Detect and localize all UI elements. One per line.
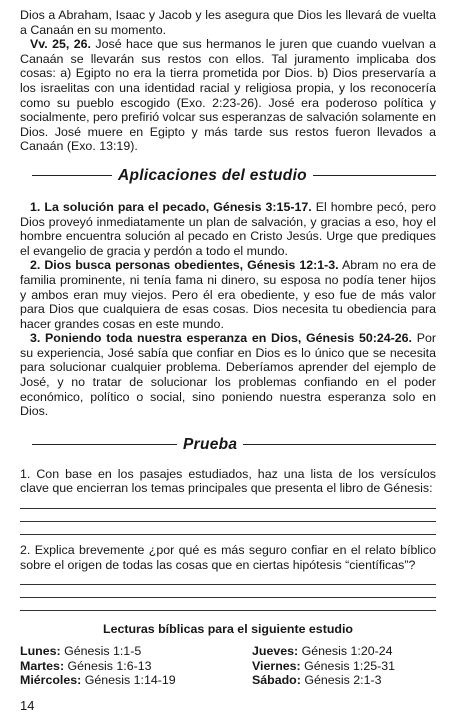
heading-rule-left bbox=[32, 175, 112, 176]
question-1: 1. Con base en los pasajes estudiados, haz una lista de los versículos clave que encierran los temas principales que presenta el libro de Génesis: bbox=[20, 466, 436, 496]
page-content bbox=[20, 8, 436, 713]
reading-item bbox=[252, 644, 436, 659]
reading-ref: Génesis 1:14-19 bbox=[81, 673, 176, 688]
aplicacion-heading: 2. Dios busca personas obedientes, Génesis 12:1-3. bbox=[30, 258, 339, 273]
aplicaciones-title: Aplicaciones del estudio bbox=[118, 166, 307, 184]
prueba-title: Prueba bbox=[183, 435, 238, 453]
aplicacion-item-1 bbox=[20, 200, 436, 258]
answer-line[interactable] bbox=[20, 587, 436, 598]
answer-line[interactable] bbox=[20, 574, 436, 585]
reading-schedule bbox=[20, 644, 436, 688]
aplicacion-text: El hombre pecó, pero Dios proveyó inmediatamente un plan de salvación, y gracias a eso, hoy el hombre encuentra solución al pecado en Cristo Jesús. Urge que prediques el evangelio de gracia y perdón a todo el mundo. bbox=[20, 199, 436, 258]
heading-rule-right bbox=[313, 175, 436, 176]
reading-item bbox=[20, 673, 252, 688]
reading-item bbox=[20, 659, 252, 674]
heading-rule-left bbox=[32, 444, 177, 445]
reading-day: Martes: bbox=[20, 658, 65, 673]
intro-paragraph-1: Dios a Abraham, Isaac y Jacob y les asegura que Dios les llevará de vuelta a Canaán en su momento. bbox=[20, 8, 436, 37]
heading-rule-right bbox=[243, 444, 436, 445]
aplicacion-heading: 3. Poniendo toda nuestra esperanza en Dios, Génesis 50:24-26. bbox=[30, 331, 412, 346]
prueba-heading bbox=[32, 433, 436, 457]
reading-day: Lunes: bbox=[20, 644, 61, 659]
aplicacion-item-3 bbox=[20, 331, 436, 419]
answer-lines-2 bbox=[20, 574, 436, 611]
answer-lines-1 bbox=[20, 498, 436, 535]
reading-ref: Génesis 2:1-3 bbox=[300, 673, 382, 688]
answer-line[interactable] bbox=[20, 511, 436, 522]
reading-item bbox=[252, 673, 436, 688]
page-number: 14 bbox=[20, 698, 35, 713]
aplicacion-item-2 bbox=[20, 258, 436, 331]
aplicaciones-list bbox=[20, 200, 436, 419]
aplicacion-text: Abram no era de familia prominente, ni tenía fama ni dinero, su esposa no podía tener hijos y ambos eran muy viejos. Pero él era obediente, y eso fue de más valor para Dios que cualquiera de esas cosas. Dios necesita tu obediencia para hacer grandes cosas en este mundo. bbox=[20, 258, 436, 331]
reading-day: Viernes: bbox=[252, 658, 301, 673]
reading-ref: Génesis 1:1-5 bbox=[60, 644, 142, 659]
reading-ref: Génesis 1:6-13 bbox=[64, 658, 152, 673]
reading-day: Miércoles: bbox=[20, 673, 82, 688]
aplicacion-text: Por su experiencia, José sabía que confiar en Dios es lo único que se necesita para solucionar cualquier problema. Deberíamos aprender del ejemplo de José, y no tratar de solucionar los problemas confiando en el poder económico, político o social, sino poniendo nuestra esperanza solo en Dios. bbox=[20, 331, 436, 419]
verse-reference: Vv. 25, 26. bbox=[30, 37, 91, 52]
question-2: 2. Explica brevemente ¿por qué es más seguro confiar en el relato bíblico sobre el origen de todas las cosas que en ciertas hipótesis “científicas”? bbox=[20, 543, 436, 572]
reading-day: Sábado: bbox=[252, 673, 301, 688]
answer-line[interactable] bbox=[20, 498, 436, 509]
answer-line[interactable] bbox=[20, 524, 436, 535]
reading-ref: Génesis 1:25-31 bbox=[300, 658, 396, 673]
reading-item bbox=[20, 644, 252, 659]
reading-ref: Génesis 1:20-24 bbox=[298, 644, 393, 659]
verse-commentary: José hace que sus hermanos le juren que cuando vuelvan a Canaán se llevarán sus restos con ellos. Tal juramento implicaba dos cosas: a) Egipto no era la tierra prometida por Dios. b) Dios preservaría a los israelitas con una identidad racial y religiosa propia, y los reconocería como su pueblo escogido (Exo. 2:23-26). José era poderoso política y socialmente, pero prefirió volcar sus esperanzas de salvación solamente en Dios. José muere en Egipto y más tarde sus restos fueron llevados a Canaán (Exo. 13:19). bbox=[20, 37, 436, 154]
aplicaciones-heading bbox=[32, 164, 436, 188]
aplicacion-heading: 1. La solución para el pecado, Génesis 3:15-17. bbox=[30, 199, 312, 214]
intro-paragraph-2 bbox=[20, 37, 436, 154]
answer-line[interactable] bbox=[20, 600, 436, 611]
reading-item bbox=[252, 659, 436, 674]
lecturas-title: Lecturas bíblicas para el siguiente estudio bbox=[103, 622, 353, 637]
reading-day: Jueves: bbox=[252, 644, 299, 659]
